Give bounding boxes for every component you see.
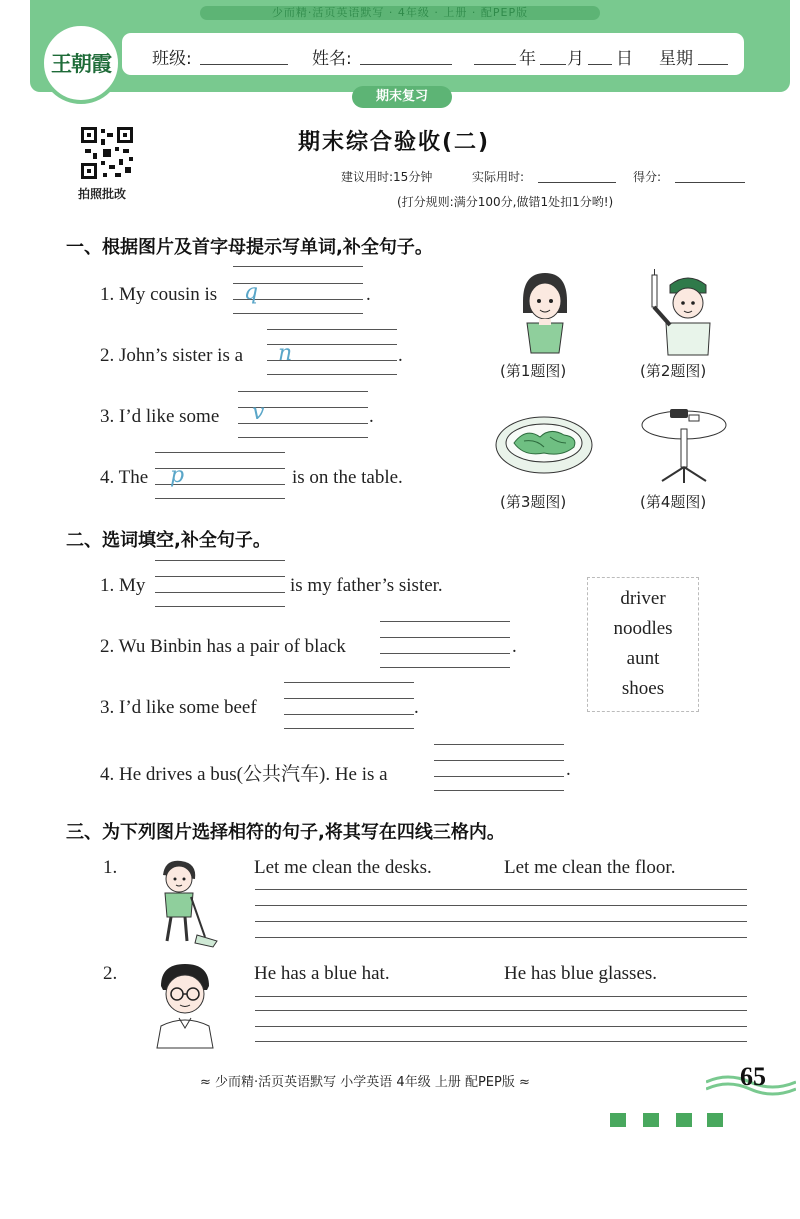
- s3-item2-writing-lines[interactable]: [255, 996, 747, 1046]
- student-info-box: [122, 33, 744, 75]
- review-tag: 期末复习: [352, 86, 452, 108]
- day-label: 日: [616, 49, 633, 69]
- qr-code-icon[interactable]: [79, 125, 135, 181]
- word-driver: driver: [620, 588, 666, 609]
- s3-item1-option-a: Let me clean the desks.: [254, 857, 432, 878]
- actual-time-field[interactable]: [538, 182, 616, 183]
- footer-series-text: ≈ 少而精·活页英语默写 小学英语 4年级 上册 配PEP版 ≈: [200, 1075, 530, 1090]
- s2-q2-text: 2. Wu Binbin has a pair of black: [100, 636, 346, 657]
- name-label: 姓名:: [312, 49, 352, 69]
- s2-q3-period: .: [414, 697, 419, 718]
- s1-q1-text: 1. My cousin is: [100, 284, 218, 305]
- word-aunt: aunt: [626, 648, 660, 669]
- page-title: 期末综合验收(二): [298, 130, 491, 155]
- s2-q1-text: 1. My: [100, 575, 146, 596]
- s1-q3-period: .: [369, 406, 374, 427]
- s2-q4-text: 4. He drives a bus(公共汽车). He is a: [100, 764, 388, 785]
- section1-title: 一、根据图片及首字母提示写单词,补全句子。: [66, 237, 433, 258]
- weekday-field[interactable]: [698, 64, 728, 65]
- month-field[interactable]: [540, 64, 566, 65]
- caption-2: (第2题图): [640, 362, 707, 380]
- class-label: 班级:: [152, 49, 192, 69]
- caption-4: (第4题图): [640, 493, 707, 511]
- nurse-picture: [630, 263, 730, 358]
- s2-q4-period: .: [566, 759, 571, 780]
- s2-q3-text: 3. I’d like some beef: [100, 697, 257, 718]
- logo-text: 王朝霞: [51, 52, 111, 76]
- footer-square: [610, 1113, 626, 1127]
- scoring-rule: (打分规则:满分100分,做错1处扣1分哟!): [397, 195, 614, 209]
- s1-q4-hint-letter: p: [170, 463, 185, 488]
- boy-glasses-picture: [147, 960, 225, 1050]
- name-field[interactable]: [360, 64, 452, 65]
- boy-sweeping-picture: [147, 857, 225, 949]
- score-label: 得分:: [633, 170, 662, 184]
- word-noodles: noodles: [613, 618, 673, 639]
- suggested-time: 建议用时:15分钟: [341, 170, 433, 184]
- footer-square: [676, 1113, 692, 1127]
- actual-time-label: 实际用时:: [472, 170, 525, 184]
- month-label: 月: [567, 49, 584, 69]
- s1-q2-text: 2. John’s sister is a: [100, 345, 244, 366]
- s1-q2-hint-letter: n: [278, 341, 293, 366]
- vegetables-picture: [492, 397, 597, 484]
- s2-q1-after-text: is my father’s sister.: [290, 575, 443, 596]
- s1-q4-after-text: is on the table.: [292, 467, 403, 488]
- weekday-label: 星期: [659, 49, 693, 69]
- class-field[interactable]: [200, 64, 288, 65]
- s3-item1-writing-lines[interactable]: [255, 889, 747, 939]
- year-label: 年: [519, 49, 536, 69]
- footer-square: [643, 1113, 659, 1127]
- s3-item1-option-b: Let me clean the floor.: [504, 857, 676, 878]
- brand-logo: [40, 22, 122, 104]
- s1-q1-period: .: [366, 284, 371, 305]
- score-field[interactable]: [675, 182, 745, 183]
- s3-item2-option-a: He has a blue hat.: [254, 963, 390, 984]
- s3-item2-number: 2.: [103, 963, 118, 984]
- day-field[interactable]: [588, 64, 612, 65]
- s1-q3-text: 3. I’d like some: [100, 406, 220, 427]
- s1-q3-hint-letter: v: [252, 400, 265, 425]
- series-strip: 少而精·活页英语默写 · 4年级 · 上册 · 配PEP版: [200, 6, 600, 20]
- section3-title: 三、为下列图片选择相符的句子,将其写在四线三格内。: [66, 822, 505, 843]
- word-shoes: shoes: [621, 678, 665, 699]
- page-number: 65: [740, 1062, 766, 1091]
- year-field[interactable]: [474, 64, 516, 65]
- word-bank: [587, 577, 699, 712]
- s2-q2-period: .: [512, 636, 517, 657]
- s3-item1-number: 1.: [103, 857, 118, 878]
- footer-square: [707, 1113, 723, 1127]
- s1-q2-period: .: [398, 345, 403, 366]
- caption-3: (第3题图): [500, 493, 567, 511]
- s1-q1-hint-letter: q: [244, 280, 259, 305]
- caption-1: (第1题图): [500, 362, 567, 380]
- table-picture: [632, 397, 737, 484]
- s1-q4-text: 4. The: [100, 467, 149, 488]
- girl-picture: [493, 263, 593, 358]
- section2-title: 二、选词填空,补全句子。: [66, 530, 271, 551]
- s3-item2-option-b: He has blue glasses.: [504, 963, 658, 984]
- qr-label: 拍照批改: [78, 187, 127, 201]
